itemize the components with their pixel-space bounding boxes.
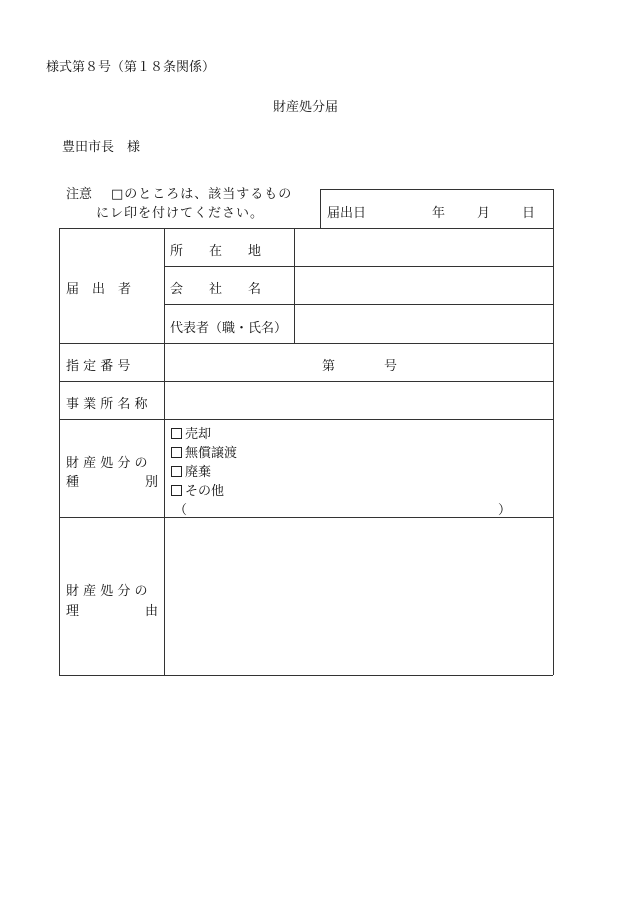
disposal-reason-field[interactable]: [166, 519, 552, 674]
representative-field[interactable]: [296, 305, 552, 342]
table-left-border: [59, 228, 60, 675]
table-right-border: [553, 189, 554, 675]
date-year-label[interactable]: 年: [432, 206, 446, 221]
disposal-checkbox[interactable]: [171, 466, 182, 477]
address-label: 所 在 地: [170, 244, 262, 259]
office-name-field[interactable]: [166, 382, 552, 418]
free-transfer-label: 無償譲渡: [185, 446, 238, 461]
company-name-field[interactable]: [296, 267, 552, 303]
office-name-label: 事 業 所 名 称: [66, 397, 148, 412]
sale-checkbox[interactable]: [171, 428, 182, 439]
date-day-label[interactable]: 日: [522, 206, 536, 221]
note-line2: にレ印を付けてください。: [96, 206, 265, 221]
designation-number-field[interactable]: [340, 344, 380, 380]
disposal-type-label-line1: 財 産 処 分 の: [66, 456, 148, 471]
note-label: 注意: [66, 187, 93, 202]
option-free-transfer[interactable]: [171, 442, 237, 461]
disposal-type-label-line2b: 別: [145, 475, 159, 490]
applicant-group-label: 届 出 者: [66, 282, 132, 297]
other-detail-field[interactable]: [190, 498, 495, 514]
other-checkbox[interactable]: [171, 485, 182, 496]
form-number: 様式第８号（第１８条関係）: [46, 60, 216, 75]
row-line-office-bottom: [59, 419, 553, 420]
addressee: 豊田市長 様: [62, 140, 141, 155]
document-title: 財産処分届: [273, 100, 339, 115]
disposal-reason-label-line2a: 理: [66, 604, 80, 619]
disposal-type-label-line2a: 種: [66, 475, 80, 490]
free-transfer-checkbox[interactable]: [171, 447, 182, 458]
disposal-reason-label-line1: 財 産 処 分 の: [66, 584, 148, 599]
disposal-reason-label-line2b: 由: [145, 604, 159, 619]
row-line-applicant-bottom: [59, 343, 553, 344]
address-field[interactable]: [296, 229, 552, 265]
table-label-divider: [164, 228, 165, 675]
designation-prefix: 第: [322, 359, 336, 374]
date-label: 届出日: [327, 206, 367, 221]
option-other[interactable]: [171, 480, 224, 499]
other-label: その他: [185, 484, 225, 499]
disposal-label: 廃棄: [185, 465, 212, 480]
sale-label: 売却: [185, 427, 212, 442]
other-paren-close: ）: [498, 503, 512, 518]
option-disposal[interactable]: [171, 461, 211, 480]
date-box-left-border: [320, 189, 321, 228]
company-name-label: 会 社 名: [170, 282, 262, 297]
applicant-sub-divider: [294, 228, 295, 343]
date-box-top-border: [320, 189, 553, 190]
note-line1: □のところは、該当するもの: [111, 187, 293, 202]
designation-label: 指 定 番 号: [66, 359, 131, 374]
row-line-table-bottom: [59, 675, 553, 676]
representative-label: 代表者（職・氏名）: [170, 321, 288, 336]
other-paren-open: （: [174, 503, 188, 518]
designation-suffix: 号: [384, 359, 398, 374]
row-line-type-bottom: [59, 517, 553, 518]
option-sale[interactable]: [171, 423, 211, 442]
date-month-label[interactable]: 月: [477, 206, 491, 221]
